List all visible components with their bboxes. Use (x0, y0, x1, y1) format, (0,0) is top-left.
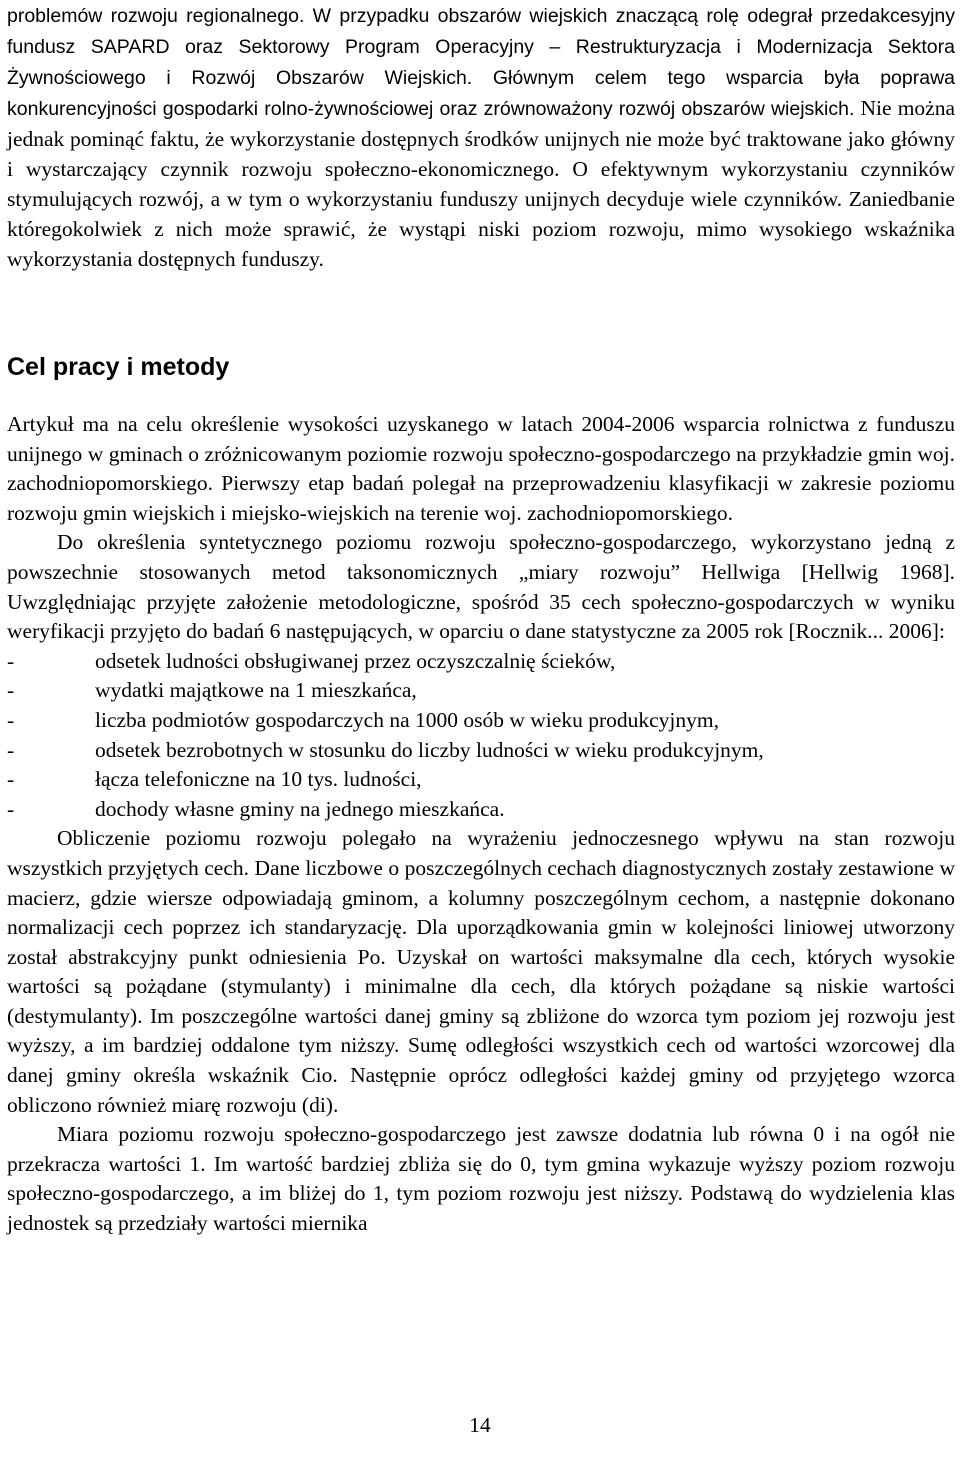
list-item-text: odsetek ludności obsługiwanej przez oczyszczalnię ścieków, (95, 648, 616, 673)
list-item-text: łącza telefoniczne na 10 tys. ludności, (95, 767, 422, 792)
paragraph-aim-text: Artykuł ma na celu określenie wysokości uzyskanego w latach 2004-2006 wsparcia rolnictwa z funduszu unijnego w gminach o zróżnicowanym poziomie rozwoju społeczno-gospodarczego na przykładzie gmin woj. zachodniopomorskiego. (7, 412, 955, 496)
paragraph-aim-tail: Pierwszy etap badań polegał na przeprowadzeniu klasyfikacji w zakresie poziomu rozwoju gmin wiejskich i miejsko-wiejskich na terenie woj. zachodniopomorskiego. (7, 471, 955, 525)
list-dash: - (7, 648, 15, 673)
list-dash: - (7, 737, 15, 762)
intro-paragraph (7, 0, 955, 274)
list-item-text: odsetek bezrobotnych w stosunku do liczby ludności w wieku produkcyjnym, (95, 737, 764, 762)
list-dash: - (7, 707, 15, 732)
paragraph-method: Do określenia syntetycznego poziomu rozwoju społeczno-gospodarczego, wykorzystano jedną z powszechnie stosowanych metod taksonomicznych „miary rozwoju” Hellwiga [Hellwig 1968]. Uwzględniając przyjęte założenie metodologiczne, spośród 35 cech społeczno-gospodarczych w wyniku weryfikacji przyjęto do badań 6 następujących, w oparciu o dane statystyczne za 2005 rok [Rocznik... 2006]: (7, 530, 955, 644)
list-item-text: wydatki majątkowe na 1 mieszkańca, (95, 678, 417, 703)
list-dash: - (7, 767, 15, 792)
paragraph-calculation: Obliczenie poziomu rozwoju polegało na wyrażeniu jednoczesnego wpływu na stan rozwoju wszystkich przyjętych cech. Dane liczbowe o poszczególnych cechach diagnostycznych zostały zestawione w macierz, gdzie wiersze odpowiadają gminom, a kolumny poszczególnym cechom, a następnie dokonano normalizacji cech poprzez ich standaryzację. Dla uporządkowania gmin w kolejności liniowej utworzony został abstrakcyjny punkt odniesienia Po. Uzyskał on wartości maksymalne dla cech, których wysokie wartości są pożądane (stymulanty) i minimalne dla cech, dla których pożądane są niskie wartości (destymulanty). Im poszczególne wartości danej gminy są zbliżone do wzorca tym poziom jej rozwoju jest wyższy, a im bardziej oddalone tym niższy. Sumę odległości wszystkich cech od wartości wzorcowej dla danej gminy określa wskaźnik Cio. Następnie oprócz odległości każdej gminy od przyjętego wzorca obliczono również miarę rozwoju (di). (7, 826, 955, 1117)
paragraph-measure-tail: Podstawą do wydzielenia klas jednostek są przedziały wartości miernika (7, 1181, 955, 1236)
list-item-text: dochody własne gminy na jednego mieszkańca. (95, 796, 505, 821)
paragraph-measure (7, 1120, 955, 1238)
intro-text-segment-4: Zaniedbanie któregokolwiek z nich może sprawić, że wystąpi niski poziom rozwoju, mimo wysokiego wskaźnika wykorzystania dostępnych funduszy. (7, 187, 955, 271)
section-heading: Cel pracy i metody (7, 353, 230, 381)
list-item (7, 795, 955, 825)
list-dash: - (7, 678, 15, 703)
list-item-text: liczba podmiotów gospodarczych na 1000 osób w wieku produkcyjnym, (95, 707, 719, 732)
list-item (7, 676, 955, 706)
page-number: 14 (469, 1413, 491, 1437)
list-item (7, 736, 955, 766)
list-dash: - (7, 796, 15, 821)
list-item (7, 647, 955, 677)
list-item (7, 765, 955, 795)
list-item (7, 706, 955, 736)
paragraph-measure-text: Miara poziomu rozwoju społeczno-gospodarczego jest zawsze dodatnia lub równa 0 i na ogół nie przekracza wartości 1. Im wartość bardziej zbliża się do 0, tym gmina wykazuje wyższy poziom rozwoju społeczno-gospodarczego, a im bliżej do 1, tym poziom rozwoju jest niższy. (7, 1122, 955, 1206)
section-body (7, 410, 955, 1239)
intro-text-segment-3: O efektywnym wykorzystaniu czynników stymulujących rozwój, a w tym o wykorzystaniu funduszy unijnych decyduje wiele czynników. (7, 157, 955, 211)
intro-text-segment-2: Nie można jednak pominąć faktu, że wykorzystanie dostępnych środków unijnych nie może być traktowane jako główny i wystarczający czynnik rozwoju społeczno-ekonomicznego. (7, 96, 955, 181)
feature-list (7, 647, 955, 825)
intro-text-segment-1: problemów rozwoju regionalnego. W przypadku obszarów wiejskich znaczącą rolę odegrał przedakcesyjny fundusz SAPARD oraz Sektorowy Program Operacyjny – Restrukturyzacja i Modernizacja Sektora Żywnościowego i Rozwój Obszarów Wiejskich. Głównym celem tego wsparcia była poprawa konkurencyjności gospodarki rolno-żywnościowej oraz zrównoważony rozwój obszarów wiejskich. (7, 5, 955, 120)
paragraph-aim (7, 410, 955, 528)
